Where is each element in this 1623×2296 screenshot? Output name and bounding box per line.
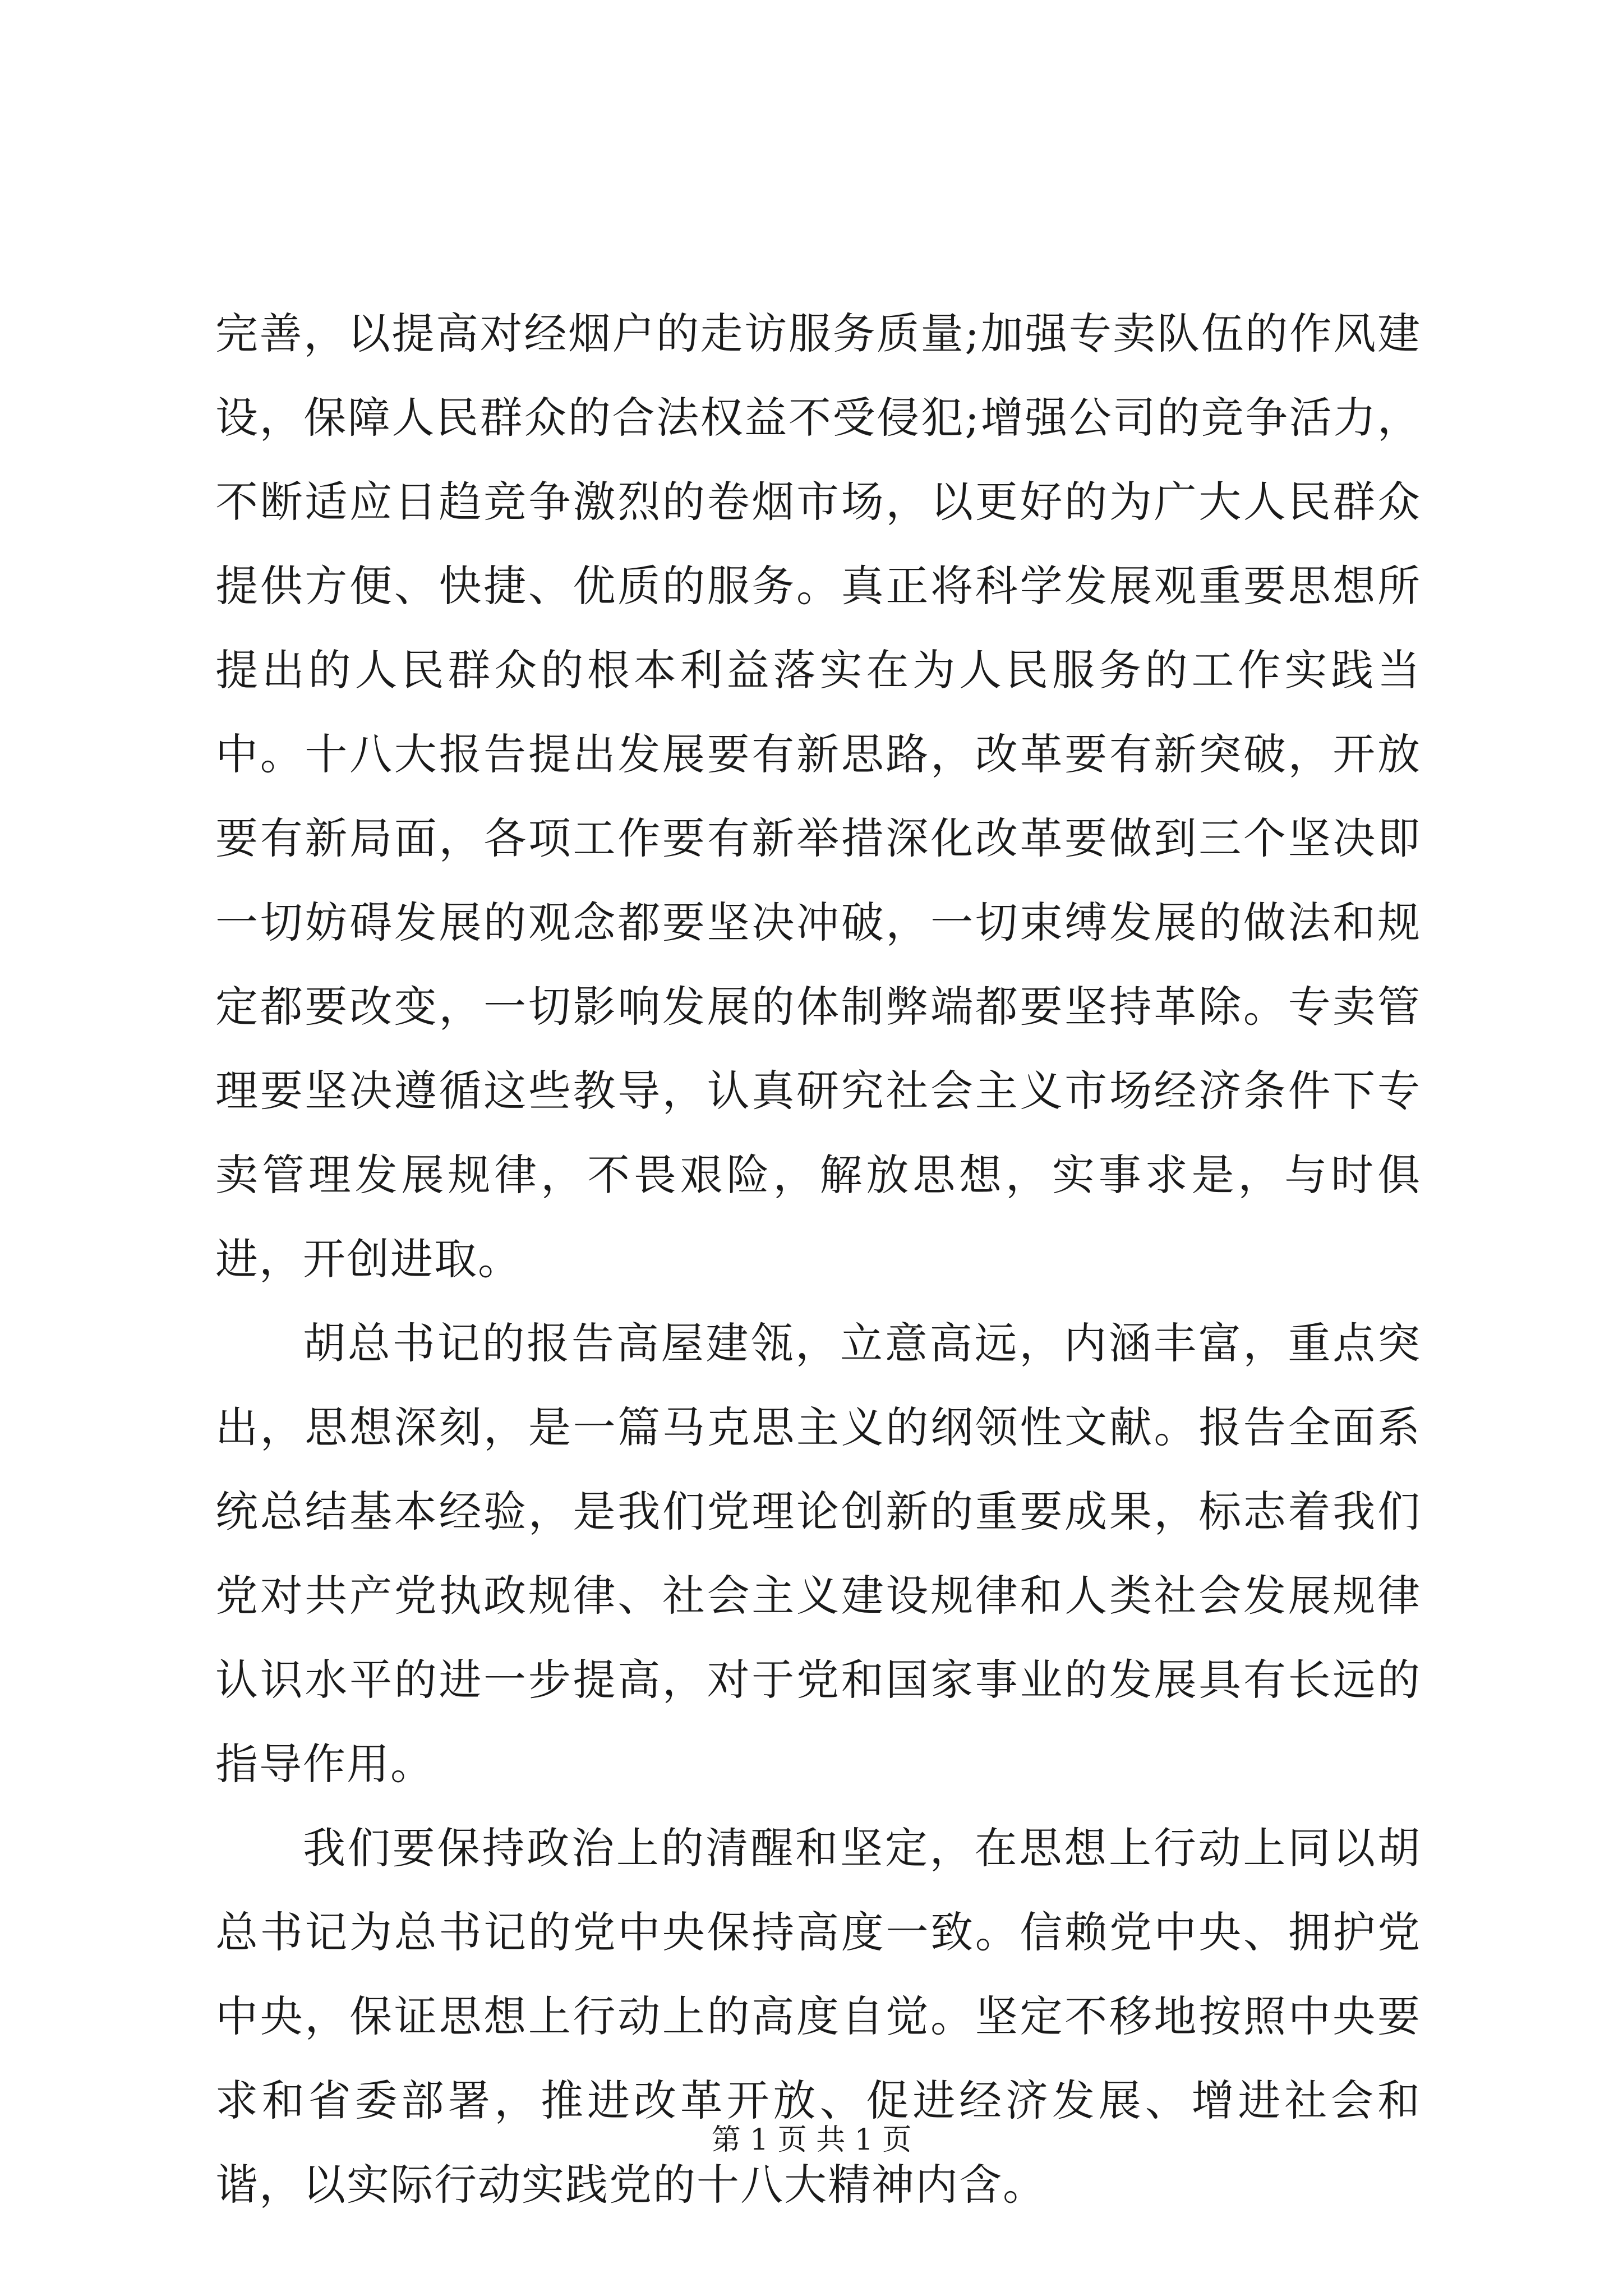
paragraph-2: 胡总书记的报告高屋建瓴，立意高远，内涵丰富，重点突出，思想深刻，是一篇马克思主义的纲领性文献。报告全面系统总结基本经验，是我们党理论创新的重要成果，标志着我们党对共产党执政规律、社会主义建设规律和人类社会发展规律认识水平的进一步提高，对于党和国家事业的发展具有长远的指导作用。 bbox=[215, 1318, 1421, 1789]
page-footer: 第 1 页 共 1 页 bbox=[711, 2123, 912, 2157]
paragraph-1: 完善，以提高对经烟户的走访服务质量;加强专卖队伍的作风建设，保障人民群众的合法权益不受侵犯;增强公司的竞争活力，不断适应日趋竞争激烈的卷烟市场，以更好的为广大人民群众提供方便、快捷、优质的服务。真正将科学发展观重要思想所提出的人民群众的根本利益落实在为人民服务的工作实践当中。十八大报告提出发展要有新思路，改革要有新突破，开放要有新局面，各项工作要有新举措深化改革要做到三个坚决即一切妨碍发展的观念都要坚决冲破，一切束缚发展的做法和规定都要改变，一切影响发展的体制弊端都要坚持革除。专卖管理要坚决遵循这些教导，认真研究社会主义市场经济条件下专卖管理发展规律，不畏艰险，解放思想，实事求是，与时俱进，开创进取。 bbox=[215, 309, 1421, 1284]
document-body bbox=[215, 292, 1421, 2227]
paragraph-3: 我们要保持政治上的清醒和坚定，在思想上行动上同以胡总书记为总书记的党中央保持高度一致。信赖党中央、拥护党中央，保证思想上行动上的高度自觉。坚定不移地按照中央要求和省委部署，推进改革开放、促进经济发展、增进社会和谐，以实际行动实践党的十八大精神内含。 bbox=[215, 1823, 1421, 2210]
